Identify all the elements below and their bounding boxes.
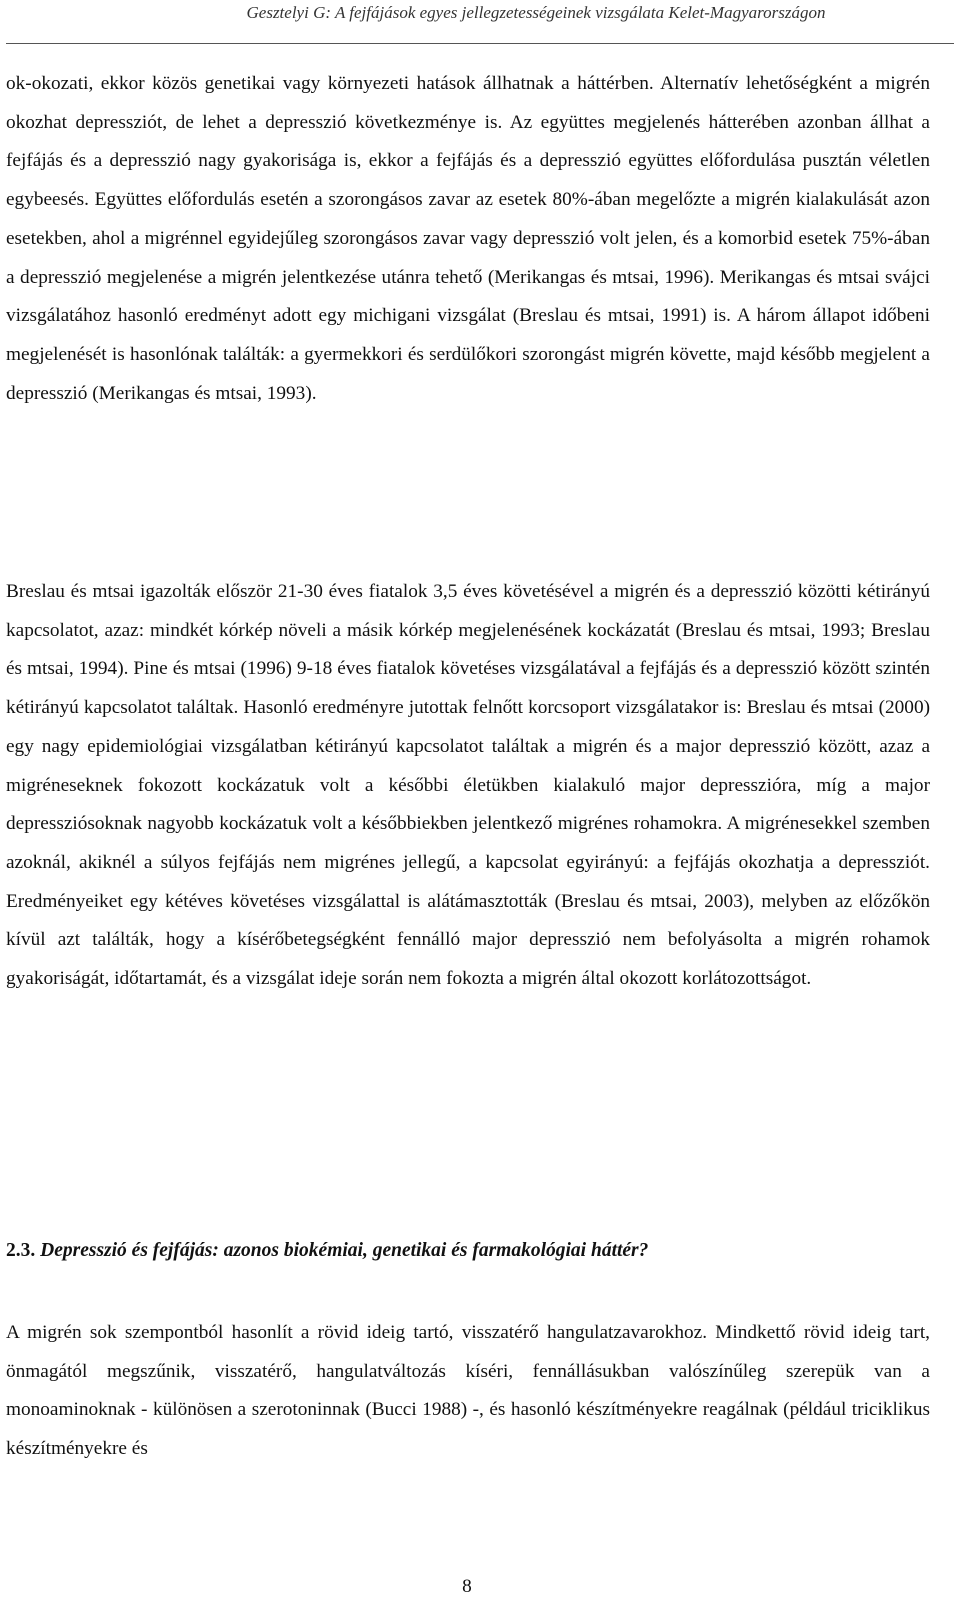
section-title: Depresszió és fejfájás: azonos biokémiai, genetikai és farmakológiai háttér?: [40, 1240, 649, 1261]
body-paragraph-1: ok-okozati, ekkor közös genetikai vagy környezeti hatások állhatnak a háttérben. Alternatív lehetőségként a migrén okozhat depressziót, de lehet a depresszió következménye is. Az együttes megjelenés hátterében azonban állhat a fejfájás és a depresszió nagy gyakorisága is, ekkor a fejfájás és a depresszió együttes előfordulása pusztán véletlen egybeesés. Együttes előfordulás esetén a szorongásos zavar az esetek 80%-ában megelőzte a migrén kialakulását azon esetekben, ahol a migrénnel egyidejűleg szorongásos zavar vagy depresszió volt jelen, és a komorbid esetek 75%-ában a depresszió megjelenése a migrén jelentkezése utánra tehető (Merikangas és mtsai, 1996). Merikangas és mtsai svájci vizsgálatához hasonló eredményt adott egy michigani vizsgálat (Breslau és mtsai, 1991) is. A három állapot időbeni megjelenését is hasonlónak találták: a gyermekkori és serdülőkori szorongást migrén követte, majd később megjelent a depresszió (Merikangas és mtsai, 1993).: [6, 73, 930, 404]
header-divider: [6, 43, 954, 44]
section-heading: [6, 1236, 648, 1266]
section-number: 2.3.: [6, 1240, 36, 1261]
body-paragraph-2: Breslau és mtsai igazolták először 21-30 éves fiatalok 3,5 éves követésével a migrén és a depresszió közötti kétirányú kapcsolatot, azaz: mindkét kórkép növeli a másik kórkép megjelenésének kockázatát (Breslau és mtsai, 1993; Breslau és mtsai, 1994). Pine és mtsai (1996) 9-18 éves fiatalok követéses vizsgálatával a fejfájás és a depresszió között szintén kétirányú kapcsolatot találtak. Hasonló eredményre jutottak felnőtt korcsoport vizsgálatakor is: Breslau és mtsai (2000) egy nagy epidemiológiai vizsgálatban kétirányú kapcsolatot találtak a migrén és a major depresszió között, azaz a migréneseknek fokozott kockázatuk volt a későbbi életükben kialakuló major depresszióra, míg a major depressziósoknak nagyobb kockázatuk volt a későbbiekben jelentkező migrénes rohamokra. A migrénesekkel szemben azoknál, akiknél a súlyos fejfájás nem migrénes jellegű, a kapcsolat egyirányú: a fejfájás okozhatja a depressziót. Eredményeiket egy kétéves követéses vizsgálattal is alátámasztották (Breslau és mtsai, 2003), melyben az előzőkön kívül azt találták, hogy a kísérőbetegségként fennálló major depresszió nem befolyásolta a migrén rohamok gyakoriságát, időtartamát, és a vizsgálat ideje során nem fokozta a migrén által okozott korlátozottságot.: [6, 581, 930, 990]
running-header: [0, 0, 960, 44]
page-number: 8: [462, 1576, 472, 1597]
body-paragraph-3: A migrén sok szempontból hasonlít a rövid ideig tartó, visszatérő hangulatzavarokhoz. Mindkettő rövid ideig tart, önmagától megszűnik, visszatérő, hangulatváltozás kíséri, fennállásukban valószínűleg szerepük van a monoaminoknak - különösen a szerotoninnak (Bucci 1988) -, és hasonló készítményekre reagálnak (például triciklikus készítményekre és: [6, 1322, 930, 1460]
running-header-title: Gesztelyi G: A fejfájások egyes jellegzetességeinek vizsgálata Kelet-Magyarországon: [246, 3, 826, 22]
